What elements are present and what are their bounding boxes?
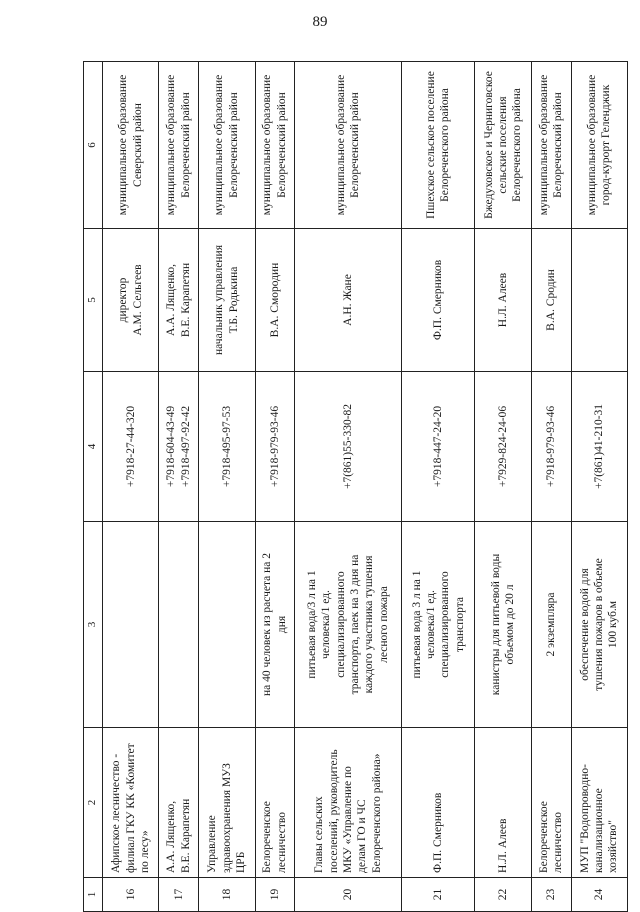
territory-cell-line: муниципальное образование xyxy=(334,74,347,216)
organization-cell xyxy=(531,728,571,878)
organization-cell-line: Главы сельских xyxy=(313,796,326,873)
phone-cell-line: +7918-447-24-20 xyxy=(432,405,445,488)
territory-cell-line: муниципальное образование xyxy=(165,74,178,216)
phone-cell-line: +7918-495-97-53 xyxy=(220,405,233,488)
resources-cell-line: человека/1 ед. xyxy=(320,590,333,659)
resources-cell xyxy=(199,522,255,728)
resources-cell-line: транспорта xyxy=(453,596,466,653)
phone-cell xyxy=(402,372,475,522)
contact-person-cell-line: А.Н. Жане xyxy=(341,274,354,326)
territory-cell-line: муниципальное образование xyxy=(261,74,274,216)
territory-cell-line: город-курорт Геленджик xyxy=(600,84,613,206)
contact-person-cell-line: А.А. Лященко, xyxy=(165,263,178,337)
resources-cell-line: обеспечение водой для xyxy=(578,568,591,681)
phone-cell-line: +7918-979-93-46 xyxy=(545,405,558,488)
resources-cell-line: питьевая вода/3 л на 1 xyxy=(305,570,318,679)
territory-cell xyxy=(255,62,295,229)
organization-cell-line: ЦРБ xyxy=(234,851,247,873)
resources-cell-line: человека/1 ед. xyxy=(424,590,437,659)
organization-cell xyxy=(103,728,159,878)
contact-person-cell-line: В.А. Смородин xyxy=(268,262,281,338)
phone-cell xyxy=(159,372,199,522)
resources-cell xyxy=(531,522,571,728)
organization-cell xyxy=(199,728,255,878)
organization-cell-line: Н.Л. Алеев xyxy=(496,818,509,873)
resources-cell-line: специализированного xyxy=(439,571,452,678)
territory-cell-line: Белореченского района xyxy=(511,88,524,202)
resources-cell-line: лесного пожара xyxy=(377,586,390,663)
organization-cell-line: Афипское лесничество - xyxy=(110,753,123,873)
resources-cell xyxy=(295,522,402,728)
contact-person-cell xyxy=(255,229,295,372)
contact-person-cell xyxy=(475,229,531,372)
organization-cell xyxy=(571,728,628,878)
contact-person-cell xyxy=(531,229,571,372)
resources-cell xyxy=(159,522,199,728)
contact-person-cell-line: В.А. Сродин xyxy=(545,269,558,331)
contact-person-cell xyxy=(571,229,628,372)
organization-cell-line: МКУ «Управление по xyxy=(341,766,354,873)
table-row xyxy=(199,62,255,912)
row-number: 23 xyxy=(531,878,571,912)
territory-cell xyxy=(103,62,159,229)
resources-cell-line: 100 куб.м xyxy=(607,600,620,649)
territory-cell-line: Белореченский район xyxy=(275,92,288,198)
column-header: 1 xyxy=(84,878,103,912)
organization-cell-line: канализационное xyxy=(593,788,606,873)
resources-cell xyxy=(571,522,628,728)
column-header: 3 xyxy=(84,522,103,728)
phone-cell xyxy=(531,372,571,522)
resources-cell-line: на 40 человек из расчета на 2 xyxy=(261,552,274,697)
contact-person-cell-line: директор xyxy=(117,277,130,323)
table-header-row xyxy=(84,62,103,912)
column-header: 5 xyxy=(84,229,103,372)
table-row xyxy=(571,62,628,912)
row-number: 24 xyxy=(571,878,628,912)
phone-cell-line: +7918-979-93-46 xyxy=(268,405,281,488)
column-header: 6 xyxy=(84,62,103,229)
table-body xyxy=(103,62,628,912)
resources-cell-line: канистры для питьевой воды xyxy=(489,553,502,696)
table-row xyxy=(531,62,571,912)
territory-cell-line: Северский район xyxy=(131,103,144,187)
territory-cell-line: муниципальное образование xyxy=(117,74,130,216)
organization-cell-line: по лесу» xyxy=(138,830,151,873)
contact-person-cell xyxy=(402,229,475,372)
organization-cell xyxy=(159,728,199,878)
territory-cell-line: Белореченский район xyxy=(227,92,240,198)
organization-cell-line: поселений, руководитель xyxy=(327,749,340,873)
territory-cell xyxy=(159,62,199,229)
table-row xyxy=(475,62,531,912)
resources-cell-line: тушения пожаров в объеме xyxy=(593,558,606,691)
row-number: 19 xyxy=(255,878,295,912)
table-row xyxy=(103,62,159,912)
organization-cell xyxy=(295,728,402,878)
territory-cell xyxy=(199,62,255,229)
resources-cell-line: 2 экземпляра xyxy=(545,592,558,657)
phone-cell-line: +7(861)41-210-31 xyxy=(593,403,606,490)
data-table xyxy=(83,61,628,912)
territory-cell xyxy=(402,62,475,229)
resources-cell xyxy=(103,522,159,728)
organization-cell-line: Белореченское xyxy=(261,801,274,873)
phone-cell xyxy=(571,372,628,522)
organization-cell-line: Белореченского района» xyxy=(370,753,383,873)
resources-cell-line: питьевая вода 3 л на 1 xyxy=(410,570,423,679)
contact-person-cell-line: Т.Б. Родькина xyxy=(227,266,240,334)
column-header: 4 xyxy=(84,372,103,522)
row-number: 20 xyxy=(295,878,402,912)
territory-cell-line: Белореченского района xyxy=(439,88,452,202)
row-number: 16 xyxy=(103,878,159,912)
territory-cell-line: Бжедуховское и Черниговское xyxy=(482,71,495,219)
territory-cell-line: муниципальное образование xyxy=(537,74,550,216)
territory-cell-line: Белореченский район xyxy=(349,92,362,198)
phone-cell xyxy=(475,372,531,522)
territory-cell xyxy=(531,62,571,229)
organization-cell-line: А.А. Лященко, xyxy=(165,800,178,873)
territory-cell xyxy=(295,62,402,229)
contact-person-cell-line: Н.Л. Алеев xyxy=(496,272,509,328)
organization-cell-line: Белореченское xyxy=(537,801,550,873)
resources-cell xyxy=(255,522,295,728)
territory-cell-line: Белореченский район xyxy=(179,92,192,198)
organization-cell-line: В.Е. Карапетян xyxy=(179,798,192,873)
table-row xyxy=(295,62,402,912)
phone-cell-line: +7(861)55-330-82 xyxy=(341,403,354,490)
contact-person-cell xyxy=(295,229,402,372)
column-header: 2 xyxy=(84,728,103,878)
resources-cell-line: объемом до 20 л xyxy=(504,584,517,665)
territory-cell-line: сельские поселения xyxy=(496,96,509,194)
organization-cell-line: здравоохранения МУЗ xyxy=(220,763,233,873)
phone-cell-line: +7918-604-43-49 xyxy=(165,405,178,488)
resources-cell-line: дня xyxy=(275,615,288,634)
resources-cell-line: транспорта, паек на 3 дня на xyxy=(349,554,362,695)
phone-cell-line: +7929-824-24-06 xyxy=(496,405,509,488)
organization-cell-line: Управление xyxy=(206,815,219,873)
row-number: 22 xyxy=(475,878,531,912)
row-number: 17 xyxy=(159,878,199,912)
territory-cell xyxy=(475,62,531,229)
organization-cell-line: Ф.П. Смерников xyxy=(432,792,445,873)
organization-cell-line: лесничество xyxy=(552,812,565,873)
territory-cell-line: Пшехское сельское поселение xyxy=(424,71,437,219)
phone-cell xyxy=(103,372,159,522)
resources-cell-line: каждого участника тушения xyxy=(363,555,376,694)
organization-cell xyxy=(402,728,475,878)
resources-cell-line: специализированного xyxy=(334,571,347,678)
rotated-table-frame xyxy=(83,62,628,912)
organization-cell xyxy=(475,728,531,878)
contact-person-cell xyxy=(159,229,199,372)
table-row xyxy=(159,62,199,912)
contact-person-cell-line: А.М. Сельгеев xyxy=(131,264,144,336)
contact-person-cell-line: начальник управления xyxy=(213,244,226,356)
row-number: 21 xyxy=(402,878,475,912)
territory-cell-line: муниципальное образование xyxy=(213,74,226,216)
contact-person-cell-line: В.Е. Карапетян xyxy=(179,262,192,338)
resources-cell xyxy=(402,522,475,728)
organization-cell-line: филиал ГКУ КК «Комитет xyxy=(124,743,137,873)
territory-cell-line: муниципальное образование xyxy=(585,74,598,216)
phone-cell-line: +7918-27-44-320 xyxy=(124,405,137,488)
territory-cell-line: Белореченский район xyxy=(552,92,565,198)
phone-cell-line: +7918-497-92-42 xyxy=(179,405,192,488)
page-number: 89 xyxy=(312,14,328,30)
organization-cell-line: МУП "Водопроводно- xyxy=(578,764,591,873)
phone-cell xyxy=(199,372,255,522)
table-row xyxy=(255,62,295,912)
territory-cell xyxy=(571,62,628,229)
contact-person-cell xyxy=(103,229,159,372)
organization-cell-line: лесничество xyxy=(275,812,288,873)
organization-cell-line: хозяйство" xyxy=(607,820,620,873)
row-number: 18 xyxy=(199,878,255,912)
phone-cell xyxy=(255,372,295,522)
contact-person-cell xyxy=(199,229,255,372)
organization-cell xyxy=(255,728,295,878)
table-row xyxy=(402,62,475,912)
contact-person-cell-line: Ф.П. Смерников xyxy=(432,259,445,341)
phone-cell xyxy=(295,372,402,522)
resources-cell xyxy=(475,522,531,728)
organization-cell-line: делам ГО и ЧС xyxy=(356,799,369,873)
